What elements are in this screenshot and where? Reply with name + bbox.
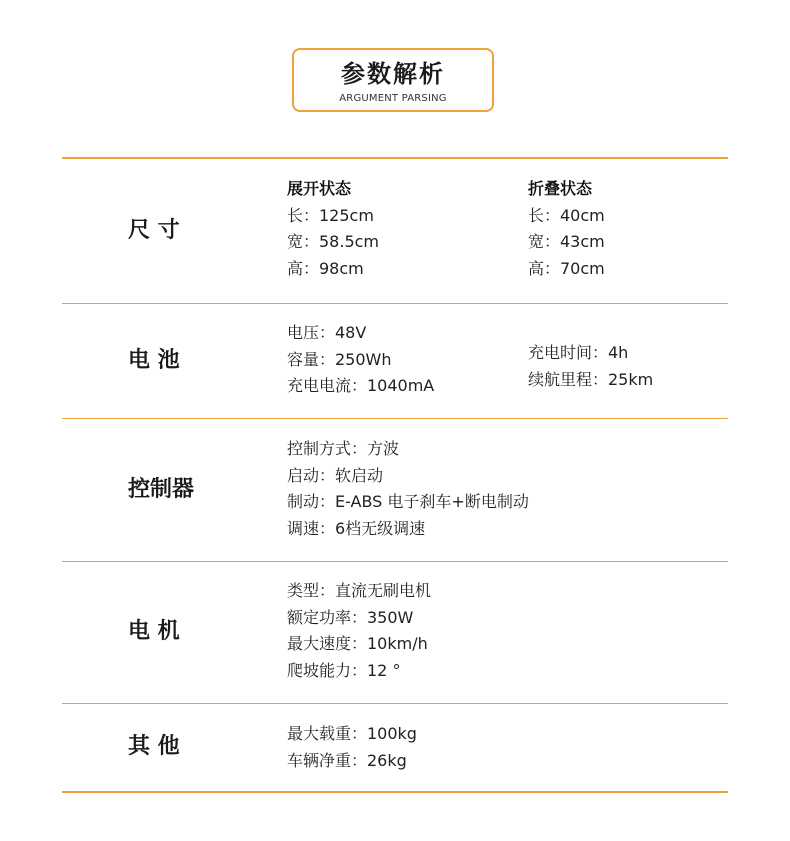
size-folded [528, 176, 605, 282]
controller-speed-regulation: 调速：6档无级调速 [287, 518, 426, 538]
page-subtitle: ARGUMENT PARSING [339, 93, 447, 104]
battery-range: 续航里程：25km [528, 369, 654, 389]
battery-charge-current: 充电电流：1040mA [287, 376, 435, 395]
motor-specs [287, 578, 431, 684]
size-folded-length: 长：40cm [528, 205, 605, 225]
size-unfolded-length: 长：125cm [287, 205, 374, 225]
battery-specs-right [528, 340, 653, 393]
section-label-other: 其 他 [128, 734, 180, 759]
motor-max-speed: 最大速度：10km/h [287, 634, 428, 653]
controller-control-mode: 控制方式：方波 [287, 439, 400, 458]
battery-specs-left [287, 320, 434, 400]
size-folded-width: 宽：43cm [528, 232, 605, 251]
battery-charge-time: 充电时间：4h [528, 343, 629, 362]
motor-type: 类型：直流无刷电机 [287, 581, 432, 600]
other-max-load: 最大载重：100kg [287, 724, 417, 743]
section-label-controller: 控制器 [128, 477, 195, 502]
section-label-battery: 电 池 [128, 348, 180, 373]
divider-4 [62, 703, 728, 704]
size-unfolded-heading: 展开状态 [287, 179, 352, 198]
size-unfolded-width: 宽：58.5cm [287, 232, 380, 251]
header-badge [292, 48, 494, 112]
divider-top [62, 157, 728, 159]
divider-bottom [62, 791, 728, 793]
section-label-motor: 电 机 [128, 619, 180, 644]
section-label-size: 尺 寸 [128, 218, 180, 243]
size-folded-height: 高：70cm [528, 258, 605, 278]
page-title: 参数解析 [341, 60, 445, 88]
motor-climbing: 爬坡能力：12 ° [287, 660, 401, 680]
controller-start: 启动：软启动 [287, 465, 384, 485]
divider-1 [62, 303, 728, 304]
other-specs [287, 721, 417, 774]
size-unfolded [287, 176, 379, 282]
divider-2 [62, 418, 728, 419]
size-unfolded-height: 高：98cm [287, 258, 364, 278]
battery-voltage: 电压：48V [287, 323, 367, 342]
controller-specs [287, 436, 529, 542]
divider-3 [62, 561, 728, 562]
size-folded-heading: 折叠状态 [528, 179, 593, 198]
battery-capacity: 容量：250Wh [287, 349, 392, 369]
motor-rated-power: 额定功率：350W [287, 607, 414, 627]
other-net-weight: 车辆净重：26kg [287, 750, 407, 770]
controller-brake: 制动：E-ABS 电子刹车+断电制动 [287, 492, 529, 511]
